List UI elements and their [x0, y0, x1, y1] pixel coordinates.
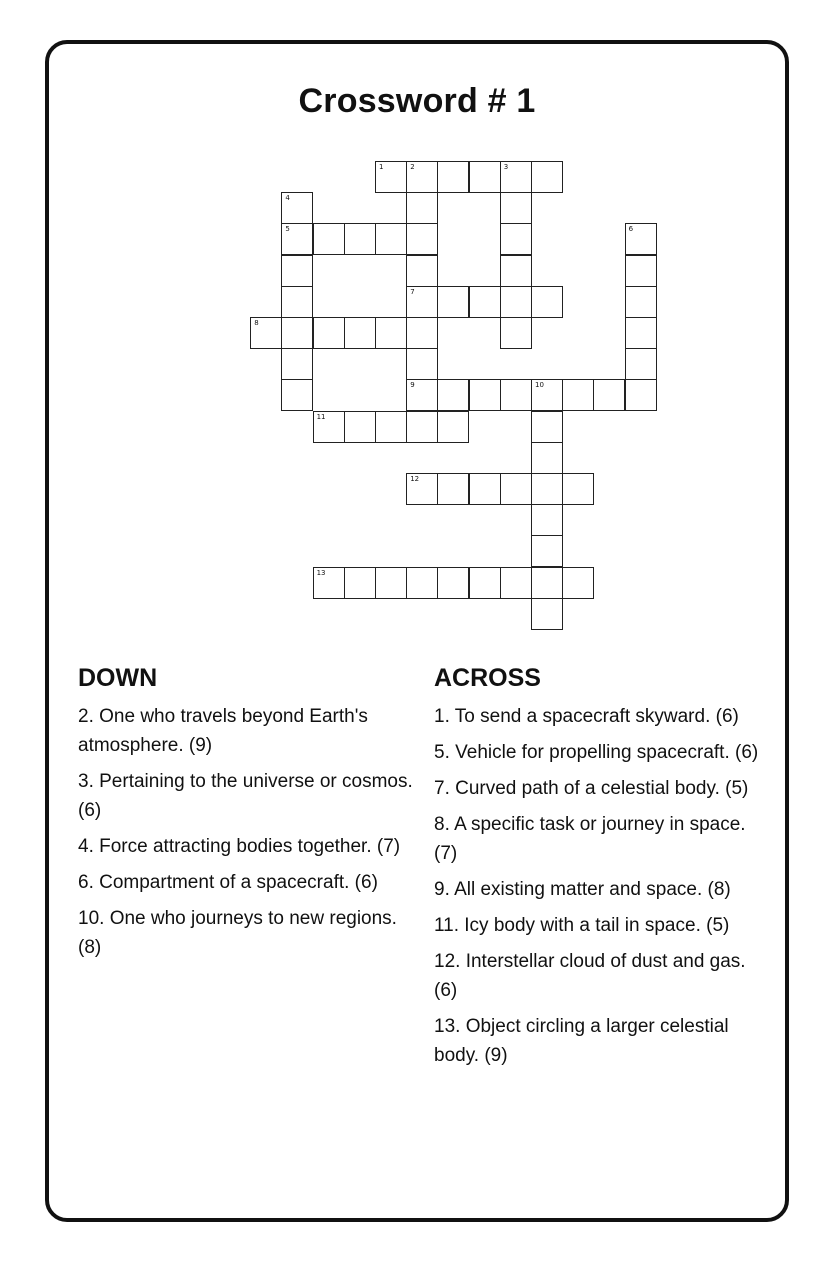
grid-cell[interactable] [344, 411, 376, 443]
grid-cell[interactable] [469, 473, 501, 505]
grid-cell[interactable] [562, 567, 594, 599]
clue-number: 1 [379, 163, 384, 171]
grid-cell[interactable] [625, 348, 657, 380]
grid-cell[interactable] [500, 223, 532, 255]
grid-cell[interactable] [625, 223, 657, 255]
grid-cell[interactable] [469, 567, 501, 599]
grid-cell[interactable] [281, 379, 313, 411]
page-title: Crossword # 1 [298, 82, 536, 120]
grid-cell[interactable] [375, 317, 407, 349]
grid-cell[interactable] [500, 286, 532, 318]
grid-cell[interactable] [469, 286, 501, 318]
grid-cell[interactable] [406, 161, 438, 193]
down-clue: 3. Pertaining to the universe or cosmos. (6) [78, 771, 413, 821]
grid-cell[interactable] [625, 379, 657, 411]
grid-cell[interactable] [250, 317, 282, 349]
grid-cell[interactable] [281, 255, 313, 287]
grid-cell[interactable] [281, 348, 313, 380]
grid-cell[interactable] [281, 223, 313, 255]
across-clue: 1. To send a spacecraft skyward. (6) [434, 706, 739, 727]
grid-cell[interactable] [281, 286, 313, 318]
grid-cell[interactable] [375, 567, 407, 599]
grid-cell[interactable] [531, 411, 563, 443]
grid-cell[interactable] [531, 161, 563, 193]
clue-number: 9 [410, 381, 415, 390]
across-clue: 5. Vehicle for propelling spacecraft. (6) [434, 742, 759, 763]
grid-cell[interactable] [281, 192, 313, 224]
grid-cell[interactable] [500, 161, 532, 193]
grid-cell[interactable] [406, 192, 438, 224]
grid-cell[interactable] [531, 473, 563, 505]
grid-cell[interactable] [406, 379, 438, 411]
across-clue: 9. All existing matter and space. (8) [434, 879, 731, 900]
grid-cell[interactable] [562, 379, 594, 411]
clue-number: 8 [254, 319, 259, 327]
grid-cell[interactable] [625, 286, 657, 318]
down-clue: 6. Compartment of a spacecraft. (6) [78, 872, 378, 893]
clue-number: 3 [503, 163, 509, 171]
grid-cell[interactable] [375, 223, 407, 255]
clue-number: 7 [410, 287, 415, 296]
grid-cell[interactable] [437, 567, 469, 599]
crossword-card [45, 40, 789, 1222]
clue-number: 13 [316, 568, 326, 577]
across-clue: 7. Curved path of a celestial body. (5) [434, 778, 749, 799]
clue-number: 4 [285, 194, 290, 203]
across-clue: 8. A specific task or journey in space. (7) [434, 814, 746, 864]
grid-cell[interactable] [437, 411, 469, 443]
grid-cell[interactable] [406, 286, 438, 318]
across-clue: 13. Object circling a larger celestial body. (9) [434, 1016, 729, 1066]
clue-number: 5 [285, 225, 290, 234]
grid-cell[interactable] [375, 411, 407, 443]
grid-cell[interactable] [500, 379, 532, 411]
grid-cell[interactable] [406, 223, 438, 255]
grid-cell[interactable] [500, 317, 532, 349]
across-heading: ACROSS [434, 664, 541, 692]
grid-cell[interactable] [313, 567, 345, 599]
grid-cell[interactable] [406, 473, 438, 505]
grid-cell[interactable] [406, 411, 438, 443]
grid-cell[interactable] [437, 161, 469, 193]
grid-cell[interactable] [531, 504, 563, 536]
grid-cell[interactable] [406, 317, 438, 349]
grid-cell[interactable] [437, 286, 469, 318]
grid-cell[interactable] [406, 255, 438, 287]
clue-number: 11 [316, 412, 326, 421]
grid-cell[interactable] [313, 223, 345, 255]
grid-cell[interactable] [500, 473, 532, 505]
clue-number: 6 [628, 225, 634, 234]
grid-cell[interactable] [469, 379, 501, 411]
grid-cell[interactable] [562, 473, 594, 505]
down-clues [78, 662, 414, 969]
down-clue: 4. Force attracting bodies together. (7) [78, 836, 401, 857]
down-clue: 2. One who travels beyond Earth's atmosphere. (9) [78, 706, 368, 756]
grid-cell[interactable] [531, 286, 563, 318]
grid-cell[interactable] [625, 317, 657, 349]
grid-cell[interactable] [406, 348, 438, 380]
grid-cell[interactable] [344, 223, 376, 255]
down-heading: DOWN [78, 664, 158, 692]
clue-number: 12 [410, 475, 420, 483]
grid-cell[interactable] [406, 567, 438, 599]
grid-cell[interactable] [344, 317, 376, 349]
across-clue: 12. Interstellar cloud of dust and gas. (6) [434, 951, 746, 1001]
grid-cell[interactable] [500, 567, 532, 599]
grid-cell[interactable] [313, 317, 345, 349]
clue-number: 10 [535, 381, 544, 390]
grid-cell[interactable] [500, 192, 532, 224]
grid-cell[interactable] [625, 255, 657, 287]
grid-cell[interactable] [531, 567, 563, 599]
grid-cell[interactable] [344, 567, 376, 599]
grid-cell[interactable] [531, 379, 563, 411]
grid-cell[interactable] [437, 473, 469, 505]
down-clue: 10. One who journeys to new regions. (8) [78, 908, 397, 958]
grid-cell[interactable] [593, 379, 625, 411]
clue-number: 2 [410, 163, 415, 171]
grid-cell[interactable] [313, 411, 345, 443]
grid-cell[interactable] [500, 255, 532, 287]
grid-cell[interactable] [437, 379, 469, 411]
grid-cell[interactable] [531, 598, 563, 630]
grid-cell[interactable] [469, 161, 501, 193]
grid-cell[interactable] [531, 535, 563, 567]
grid-cell[interactable] [375, 161, 407, 193]
grid-cell[interactable] [531, 442, 563, 474]
across-clues [434, 662, 774, 1077]
across-clue: 11. Icy body with a tail in space. (5) [434, 915, 730, 936]
grid-cell[interactable] [281, 317, 313, 349]
